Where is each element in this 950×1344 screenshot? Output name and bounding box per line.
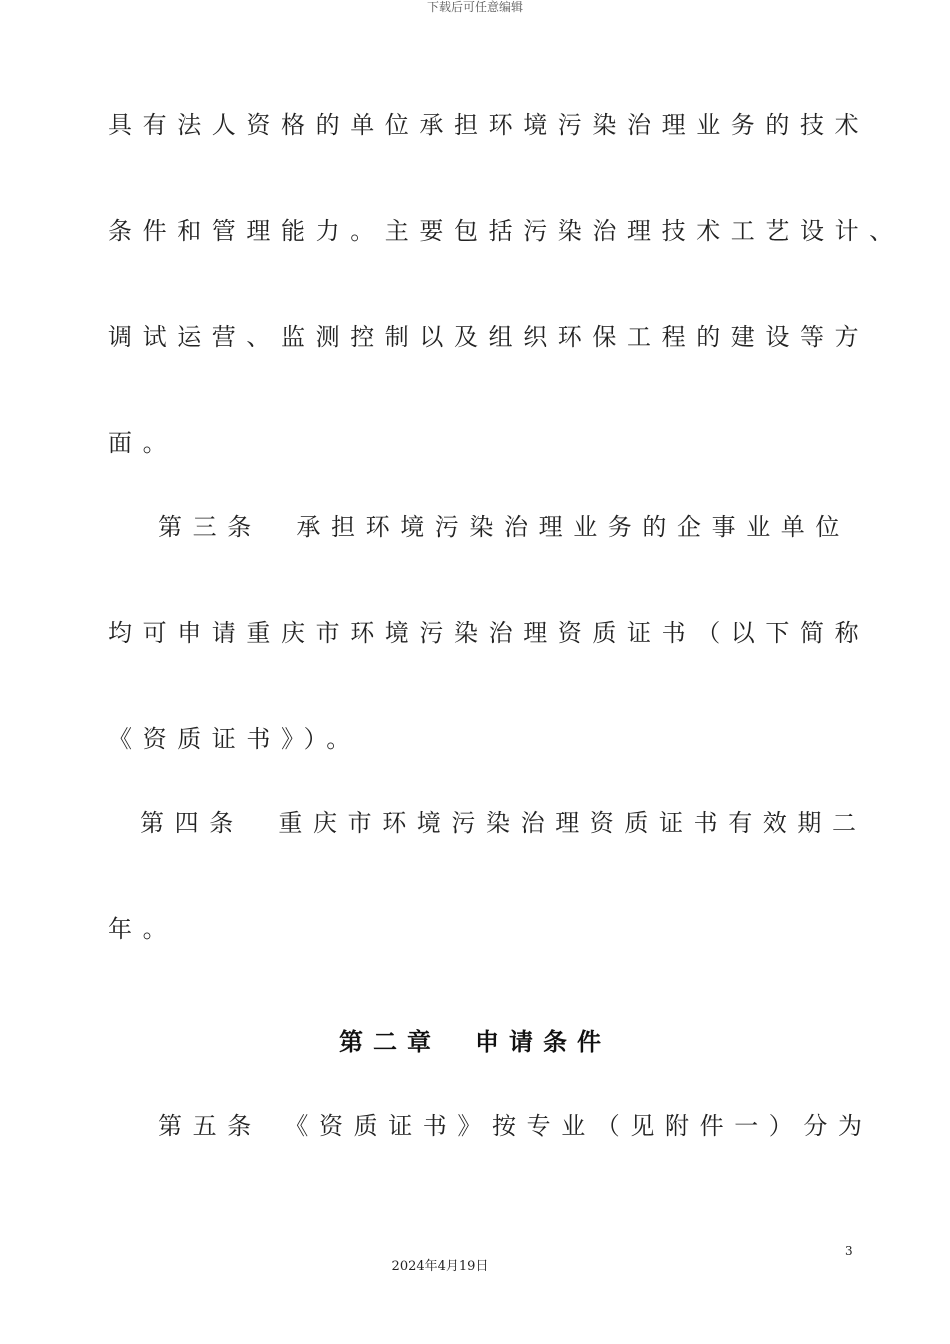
chapter-heading: 第二章 申请条件 — [339, 1028, 611, 1056]
paragraph-line: 条件和管理能力。主要包括污染治理技术工艺设计、 — [108, 217, 904, 245]
paragraph-line: 《资质证书》）。 — [108, 725, 361, 753]
paragraph-line: 面。 — [108, 429, 178, 457]
header-note: 下载后可任意编辑 — [426, 0, 523, 14]
footer-date: 2024年4月19日 — [391, 1259, 489, 1274]
paragraph-line: 具有法人资格的单位承担环境污染治理业务的技术 — [108, 111, 870, 139]
article-5-line: 第五条 《资质证书》按专业（见附件一）分为 — [158, 1112, 873, 1140]
paragraph-line: 均可申请重庆市环境污染治理资质证书（以下简称 — [108, 619, 870, 647]
article-4-line: 第四条 重庆市环境污染治理资质证书有效期二 — [140, 809, 867, 837]
paragraph-line: 调试运营、监测控制以及组织环保工程的建设等方 — [108, 323, 870, 351]
paragraph-line: 年。 — [108, 915, 178, 943]
page-number: 3 — [845, 1244, 853, 1258]
article-3-line: 第三条 承担环境污染治理业务的企事业单位 — [158, 513, 850, 541]
